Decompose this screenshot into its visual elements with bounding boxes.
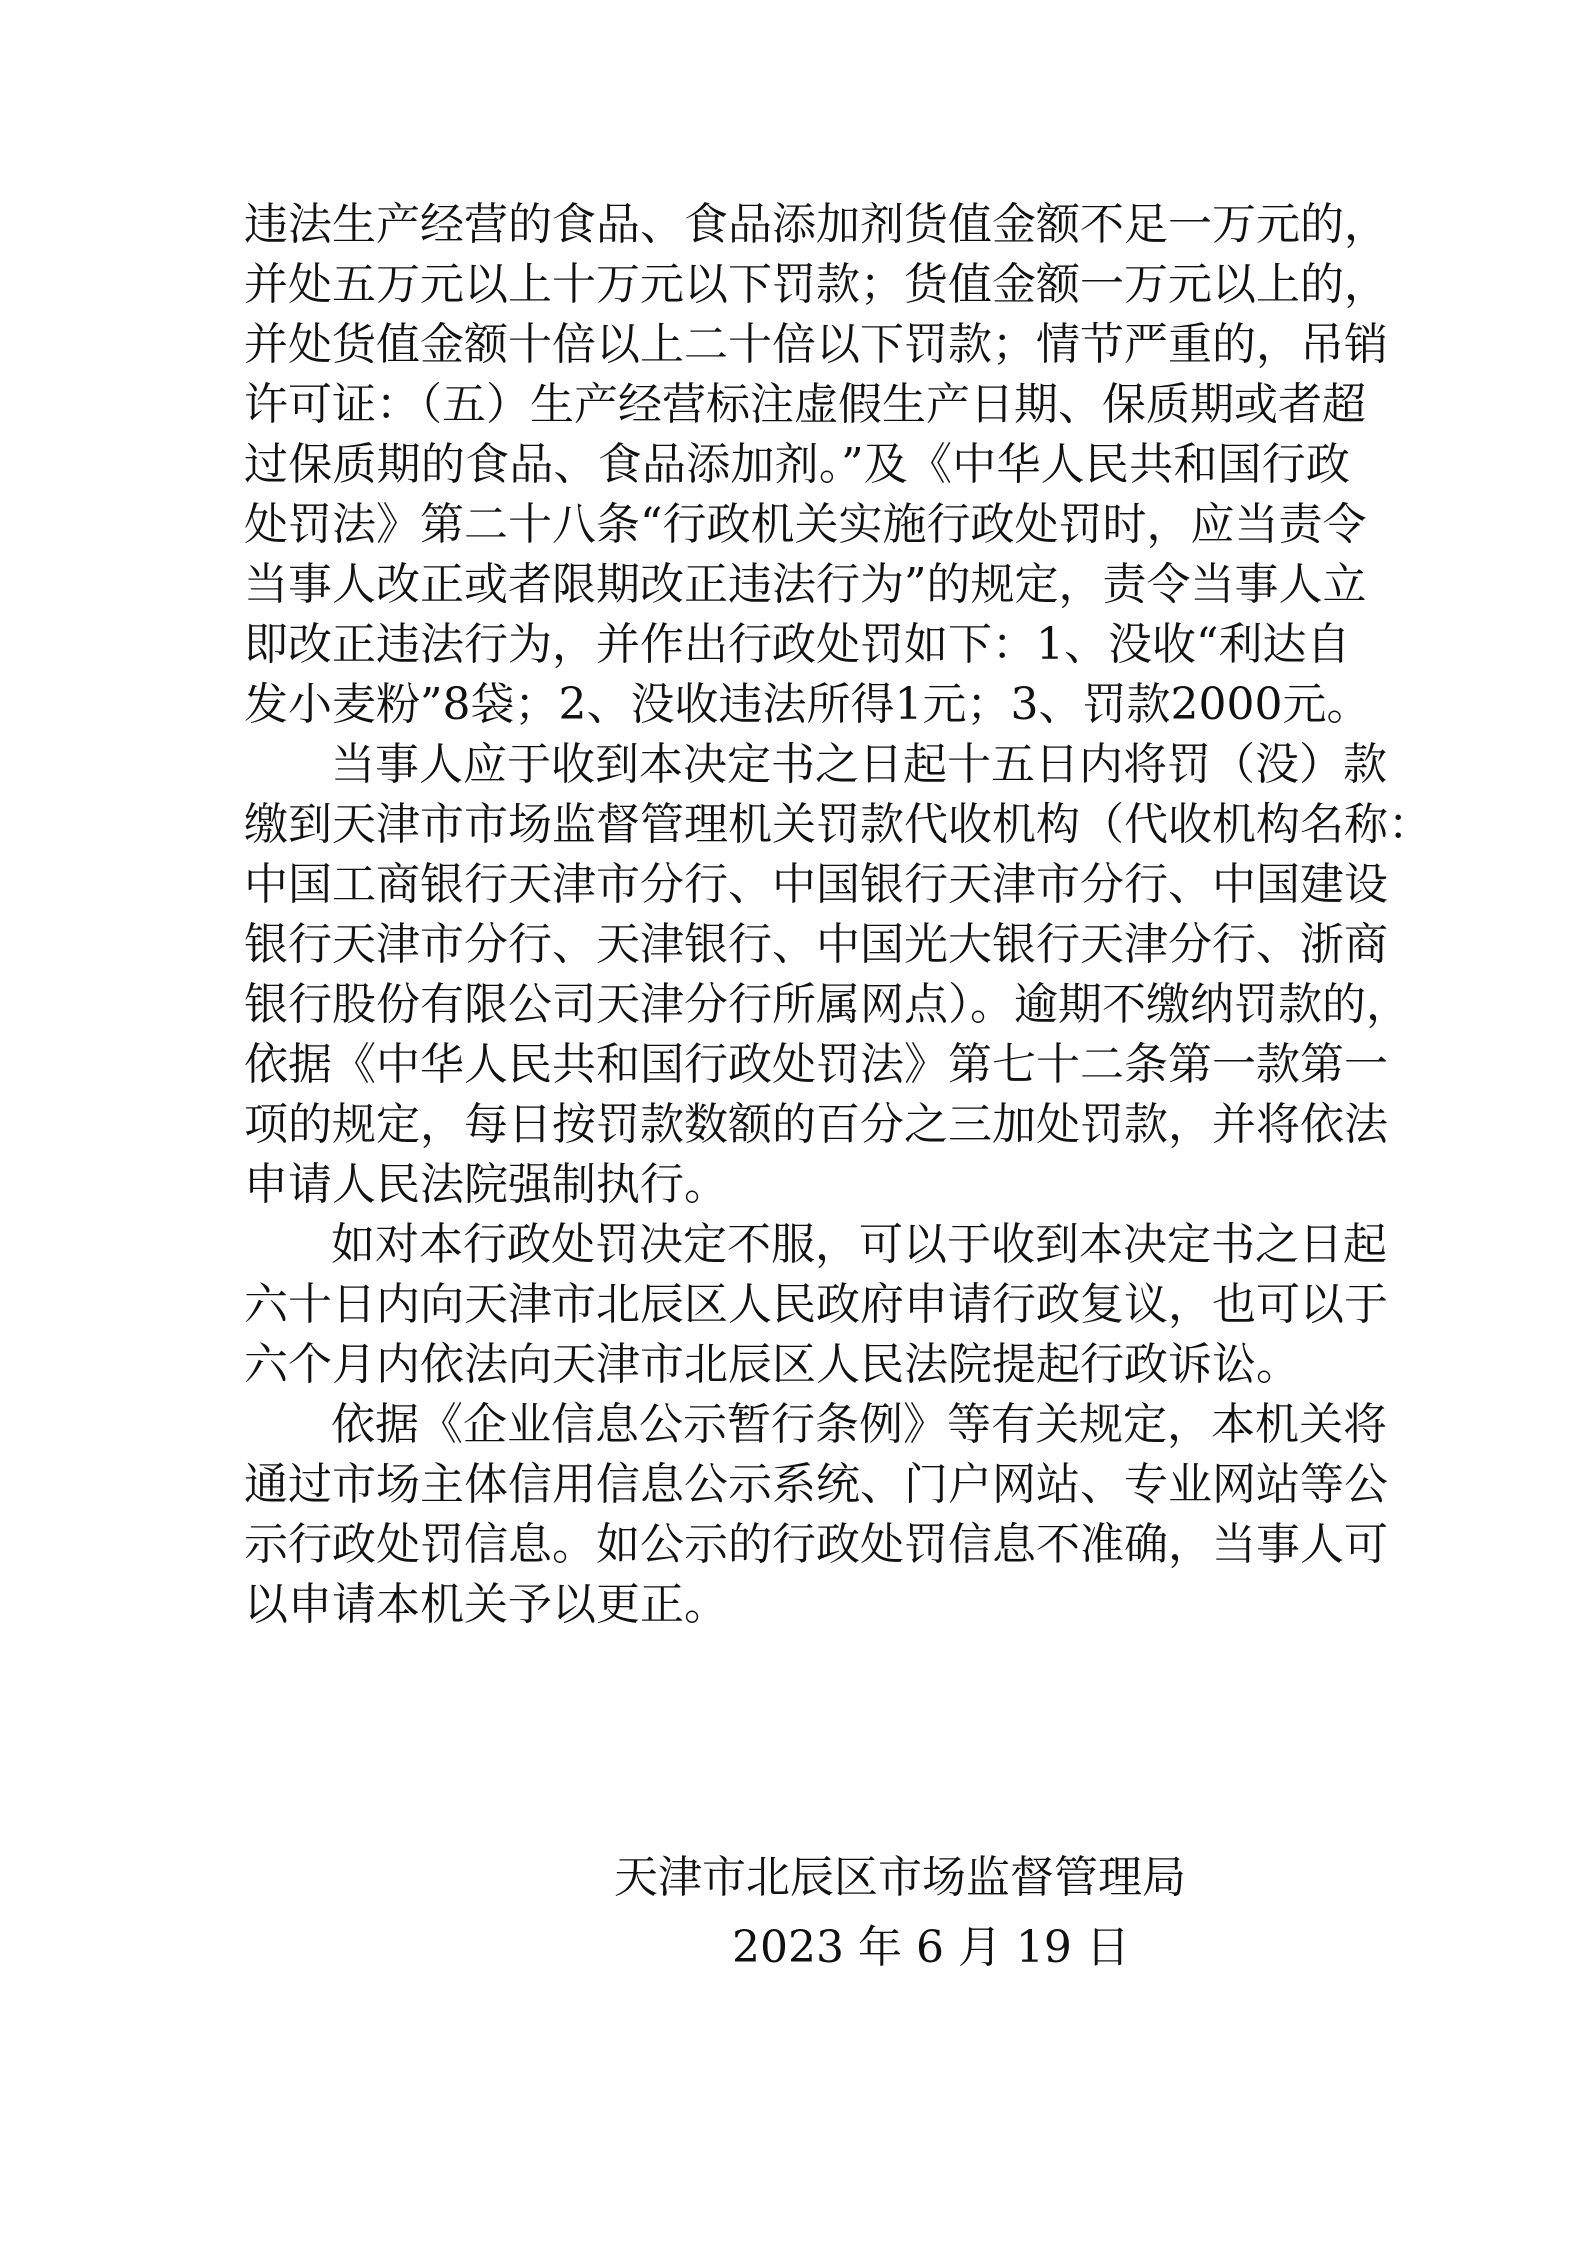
body-line-14: 银行股份有限公司天津分行所属网点）。逾期不缴纳罚款的， <box>244 979 1410 1030</box>
body-line-8: 即改正违法行为，并作出行政处罚如下：1、没收“利达自 <box>244 619 1351 670</box>
body-line-3: 并处货值金额十倍以上二十倍以下罚款；情节严重的，吊销 <box>244 319 1388 370</box>
body-line-22: 通过市场主体信用信息公示系统、门户网站、专业网站等公 <box>244 1459 1388 1510</box>
body-line-6: 处罚法》第二十八条“行政机关实施行政处罚时，应当责令 <box>244 499 1367 550</box>
body-line-1: 违法生产经营的食品、食品添加剂货值金额不足一万元的， <box>244 199 1388 250</box>
body-line-16: 项的规定，每日按罚款数额的百分之三加处罚款，并将依法 <box>244 1099 1388 1150</box>
body-line-17: 申请人民法院强制执行。 <box>244 1159 728 1210</box>
body-line-9: 发小麦粉”8袋；2、没收违法所得1元；3、罚款2000元。 <box>244 679 1371 730</box>
body-line-11: 缴到天津市市场监督管理机关罚款代收机构（代收机构名称： <box>244 799 1432 850</box>
body-line-13: 银行天津市分行、天津银行、中国光大银行天津分行、浙商 <box>244 919 1388 970</box>
body-line-12: 中国工商银行天津市分行、中国银行天津市分行、中国建设 <box>244 859 1388 910</box>
body-line-4: 许可证：（五）生产经营标注虚假生产日期、保质期或者超 <box>244 379 1366 430</box>
signature-organization: 天津市北辰区市场监督管理局 <box>614 1852 1186 1903</box>
body-line-20: 六个月内依法向天津市北辰区人民法院提起行政诉讼。 <box>244 1339 1300 1390</box>
body-line-2: 并处五万元以上十万元以下罚款；货值金额一万元以上的， <box>244 259 1388 310</box>
body-line-23: 示行政处罚信息。如公示的行政处罚信息不准确，当事人可 <box>244 1519 1388 1570</box>
body-line-18: 如对本行政处罚决定不服，可以于收到本决定书之日起 <box>331 1219 1387 1270</box>
signature-date: 2023 年 6 月 19 日 <box>732 1922 1130 1973</box>
body-line-7: 当事人改正或者限期改正违法行为”的规定，责令当事人立 <box>244 559 1367 610</box>
body-line-5: 过保质期的食品、食品添加剂。”及《中华人民共和国行政 <box>244 439 1350 490</box>
body-line-19: 六十日内向天津市北辰区人民政府申请行政复议，也可以于 <box>244 1279 1388 1330</box>
body-line-15: 依据《中华人民共和国行政处罚法》第七十二条第一款第一 <box>244 1039 1388 1090</box>
body-line-10: 当事人应于收到本决定书之日起十五日内将罚（没）款 <box>331 739 1387 790</box>
body-line-24: 以申请本机关予以更正。 <box>244 1579 728 1630</box>
body-line-21: 依据《企业信息公示暂行条例》等有关规定，本机关将 <box>331 1399 1387 1450</box>
